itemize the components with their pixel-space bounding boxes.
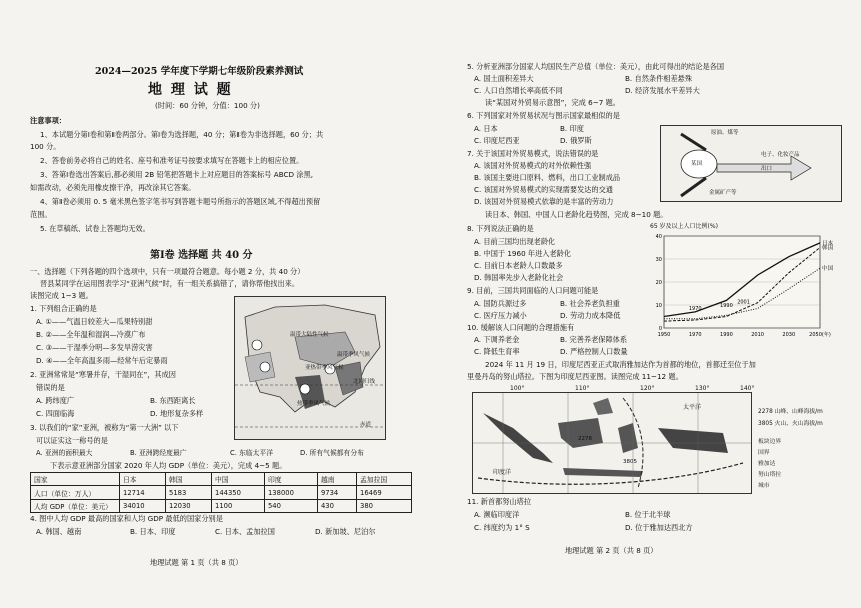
legend-item: 雅加达 [758,461,776,467]
option: C. 该国对外贸易模式的实现需要发达的交通 [474,185,613,194]
option: C. 四面临海 [36,409,75,418]
option: C. 医疗压力减小 [474,311,527,320]
option: A. 亚洲的面积最大 [36,449,93,457]
table-caption: 下表示意亚洲部分国家 2020 年人均 GDP（单位：美元），完成 4~5 题。 [50,461,287,470]
question-6: 6. 下列国家对外贸易状况与图示国家最相似的是 [467,111,620,120]
option: C. 日本、孟加拉国 [215,527,275,536]
question-1: 1. 下列组合正确的是 [30,304,97,313]
option: B. 亚洲跨经度最广 [130,449,187,457]
option: A. 跨纬度广 [36,396,75,405]
table-cell: 5183 [166,486,212,500]
table-cell: 1100 [212,500,265,513]
option: C. ③——干湿季分明—多发旱涝灾害 [36,343,153,352]
option: A. 国防兵源过多 [474,299,527,308]
intro-text: 2024 年 11 月 19 日，印度尼西亚正式取消雅加达作为首都的地位，首都迁至位于加 [485,360,756,369]
option: B. 自然条件相差悬殊 [625,74,693,83]
note-line: 4、第Ⅱ卷必须用 0. 5 毫米黑色签字笔书写到答题卡题号所指示的答题区域,不得超出预留 [40,197,321,206]
map-label: 亚热带季风气候 [305,365,344,371]
option: D. 俄罗斯 [560,136,592,145]
option: C. 印度尼西亚 [474,136,520,145]
table-cell: 34010 [120,500,166,513]
longitude-label: 100° [510,385,525,392]
legend-item: 城市 [758,483,770,489]
question-7: 7. 关于该国对外贸易模式，说法错误的是 [467,149,599,158]
indonesia-map [472,392,752,494]
question-3: 3. 以我们的“家”亚洲，被称为“第一大洲” 以下 [30,423,179,432]
intro-text: 里曼丹岛的努山塔拉。下图为印度尼西亚图。读图完成 11~12 题。 [467,372,683,381]
longitude-label: 140° [740,385,755,392]
section-title: 第Ⅰ卷 选择题 共 40 分 [150,250,253,261]
option: D. 经济发展水平差异大 [625,86,700,95]
diagram-label: 电子、化妆产品 [761,152,800,158]
diagram-label: 金属矿产等 [709,190,737,196]
y-tick-label: 40 [655,234,662,240]
annotation-label: 1970 [688,306,702,313]
question-intro: 晋县某同学在运用图表学习“亚洲气候”时，有一组关系搞错了，请你帮他找出来。 [40,279,300,288]
table-cell: 12030 [166,500,212,513]
right-page [440,0,861,608]
trade-diagram [660,125,842,202]
x-tick-label: 1970 [688,332,702,338]
note-line: 范围。 [30,210,52,219]
chart-plot [650,232,845,344]
read-instruction: 读“某国对外贸易示意图”，完成 6~7 题。 [485,98,620,107]
option: D. 所有气候都有分布 [300,449,364,457]
map-label: 赤道 [360,422,372,428]
question-intro: 读图完成 1~3 题。 [30,291,93,300]
legend-item: 3805 火山、火山海拔/m [758,421,823,427]
question-11: 11. 新首都努山塔拉 [467,497,532,506]
option: A. 该国对外贸易模式的对外依赖性强 [474,161,592,170]
x-tick-label: 1990 [720,332,733,338]
legend-item: 2278 山峰、山峰海拔/m [758,409,823,415]
option: B. 社会养老负担重 [560,299,620,308]
y-tick-label: 30 [655,257,662,263]
table-cell: 16469 [357,486,412,500]
table-cell: 12714 [120,486,166,500]
note-line: 5. 在草稿纸、试卷上答题均无效。 [40,224,150,233]
option: A. 韩国、越南 [36,527,82,536]
question-9: 9. 目前，三国共同面临的人口问题可能是 [467,286,599,295]
note-line: 如需改动，必须先用橡皮擦干净，再改涂其它答案。 [30,183,196,192]
question-8: 8. 下列说法正确的是 [467,224,534,233]
annotation-label: 1990 [720,302,733,309]
legend-item: 国界 [758,450,770,456]
option: C. 纬度约为 1° S [474,523,530,532]
question-4: 4. 图中人均 GDP 最高的国家和人均 GDP 最低的国家分别是 [30,514,223,523]
table-cell: 540 [264,500,317,513]
option: D. ④——全年高温多雨—经常午后定暴雨 [36,356,168,365]
read-instruction: 读日本、韩国、中国人口老龄化趋势图，完成 8~10 题。 [485,210,668,219]
option: C. 东临太平洋 [230,449,274,457]
note-line: 100 分。 [30,142,61,151]
option: D. 地形复杂多样 [150,409,204,418]
table-row [31,500,412,513]
option: D. 新加坡、尼泊尔 [315,527,376,536]
option: B. 日本、印度 [130,527,176,536]
map-label: 温带大陆性气候 [290,332,329,338]
option: D. 劳动力成本降低 [560,311,621,320]
table-header-row [31,473,412,486]
note-line: 1、本试题分第Ⅰ卷和第Ⅱ卷两部分。第Ⅰ卷为选择题，40 分；第Ⅱ卷为非选择题，60 分；共 [40,130,324,139]
table-cell: 印度 [264,473,317,486]
gdp-table [30,472,412,513]
note-line: 2、答卷前务必将自己的姓名、座号和准考证号按要求填写在答题卡上的相应位置。 [40,156,304,165]
table-cell: 144350 [212,486,265,500]
time-score: (时间：60 分钟，分值：100 分) [155,101,260,110]
x-tick-label: 2010 [751,332,764,338]
map-label: 太平洋 [683,404,702,411]
table-cell: 人均 GDP（单位：美元） [31,500,120,513]
option: D. 该国对外贸易模式依靠的是丰富的劳动力 [474,197,614,206]
diagram-label: 原油、煤等 [711,130,739,136]
table-cell: 9734 [317,486,356,500]
option: B. 完善养老保障体系 [560,335,628,344]
table-cell: 日本 [120,473,166,486]
option: D. 严格控制人口数量 [560,347,628,356]
aging-chart [650,222,845,344]
map-label: 北回归线 [353,379,376,385]
note-line: 3、答第Ⅰ卷选出答案后,都必须用 2B 铅笔把答题卡上对应题目的答案标号 ABCD 涂黑, [40,170,313,179]
table-cell: 国家 [31,473,120,486]
exam-title: 2024—2025 学年度下学期七年级阶段素养测试 [95,66,304,77]
y-tick-label: 0 [658,326,662,332]
option: C. 目前日本老龄人口数最多 [474,261,563,270]
annotation-label: 2001 [737,299,750,306]
option: B. ②——全年温和湿润—冷漠广布 [36,330,146,339]
page-footer: 地理试题 第 1 页（共 8 页） [150,558,243,567]
notes-title: 注意事项： [30,116,66,125]
series-label: 韩国 [822,245,834,252]
legend-item: 努山塔拉 [758,472,782,478]
asia-climate-map [234,296,386,440]
option: D. 韩国率先步入老龄化社会 [474,273,564,282]
longitude-label: 130° [695,385,710,392]
table-cell: 孟加拉国 [357,473,412,486]
diagram-label: 某国 [691,161,703,167]
question-intro: 一、选择题（下列各题的四个选项中，只有一项最符合题意。每小题 2 分，共 40 分） [30,267,305,276]
table-cell: 人口（单位：万人） [31,486,120,500]
map-label: 3805 [623,459,637,465]
y-tick-label: 10 [655,303,662,309]
option: A. 日本 [474,124,498,133]
option: C. 降低生育率 [474,347,520,356]
map-label: 热带季风气候 [297,401,331,407]
option: B. 中国于 1960 年进入老龄化 [474,249,572,258]
option: B. 印度 [560,124,584,133]
table-cell: 380 [357,500,412,513]
question-2: 2. 亚洲常常是“寒暑并存，干湿同在”，其成因 [30,370,176,379]
table-row [31,486,412,500]
series-label: 中国 [822,266,834,273]
option: A. 国土面积差异大 [474,74,534,83]
page-footer: 地理试题 第 2 页（共 8 页） [565,546,658,555]
table-cell: 越南 [317,473,356,486]
map-label: 2278 [578,436,592,442]
x-tick-label: 2050(年) [809,332,831,338]
subject-title: 地 理 试 题 [148,82,233,98]
question-3-cont: 可以证实这一称号的是 [36,436,108,445]
diagram-label: 出口 [761,166,773,172]
longitude-label: 120° [640,385,655,392]
table-cell: 138000 [264,486,317,500]
option: C. 人口自然增长率高低不同 [474,86,563,95]
indonesia-map-graphic [473,393,751,493]
x-tick-label: 1950 [657,332,671,338]
map-label: 温带季风气候 [337,352,371,358]
question-2-cont: 错误的是 [36,383,65,392]
question-5: 5. 分析亚洲部分国家人均国民生产总值（单位：美元），由此可得出的结论是各国 [467,62,725,71]
x-tick-label: 2030 [782,332,796,338]
option: A. ①——气温日较差大—瓜果特别甜 [36,317,153,326]
map-label: 印度洋 [493,469,512,476]
legend-item: 板块边界 [758,439,782,445]
option: B. 位于北半球 [625,510,671,519]
option: A. 下调养老金 [474,335,520,344]
option: B. 东西距离长 [150,396,196,405]
option: D. 位于雅加达西北方 [625,523,693,532]
y-tick-label: 20 [655,280,662,286]
trade-arrows [661,126,841,201]
option: B. 该国主要进口原料、燃料，出口工业制成品 [474,173,621,182]
table-cell: 韩国 [166,473,212,486]
question-10: 10. 缓解该人口问题的合理措施有 [467,323,575,332]
option: A. 目前三国均出现老龄化 [474,237,556,246]
series-label: 日本 [822,240,834,247]
option: A. 濒临印度洋 [474,510,520,519]
table-cell: 430 [317,500,356,513]
table-cell: 中国 [212,473,265,486]
chart-title: 65 岁及以上人口比例(%) [650,223,718,230]
longitude-label: 110° [575,385,590,392]
